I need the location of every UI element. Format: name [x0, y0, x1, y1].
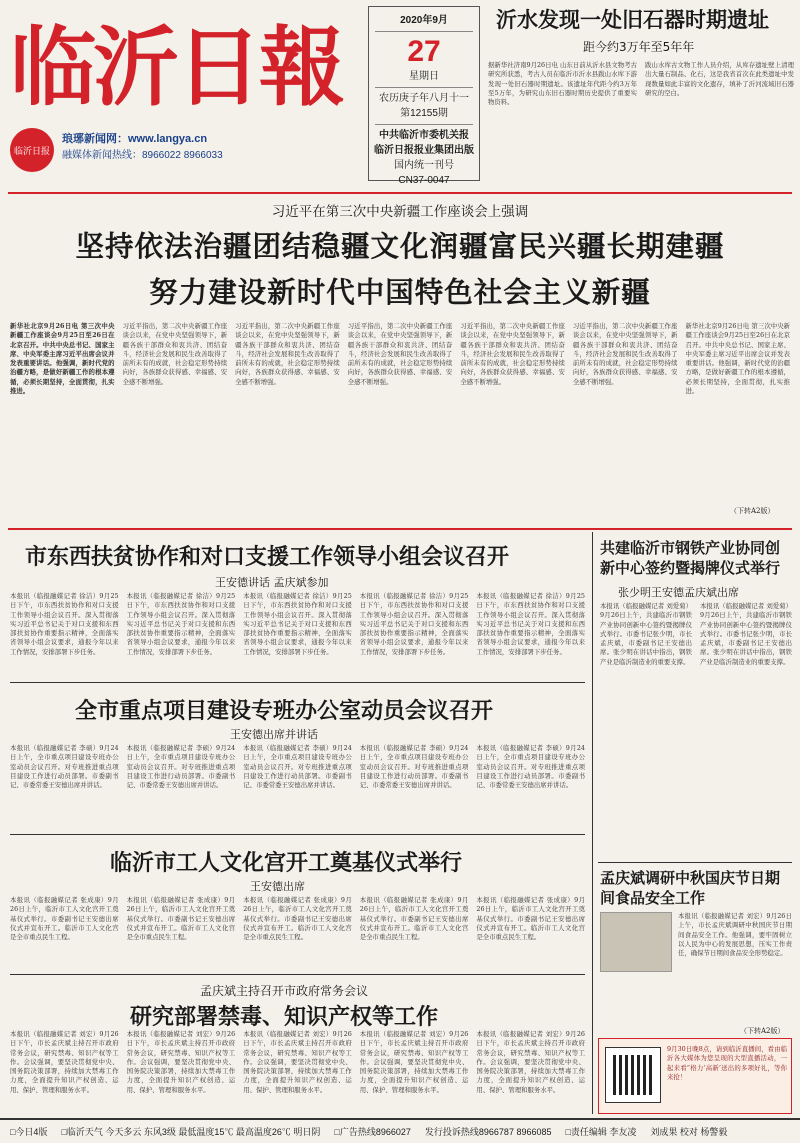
website-link[interactable]: 琅琊新闻网：www.langya.cn [62, 133, 208, 145]
masthead-divider [8, 192, 792, 194]
workers-body [10, 896, 585, 968]
steel-body [600, 602, 792, 854]
workers-col-2: 本报讯（临报融媒记者 张成康）9月26日上午，临沂市工人文化宫开工奠基仪式举行。市委副书记王安德出席仪式并宣布开工。临沂市工人文化宫是全市重点民生工程。 [126, 896, 236, 942]
meeting-body [10, 1030, 585, 1114]
lead-col-3: 习近平指出，第二次中央新疆工作座谈会以来，在党中央坚强领导下，新疆各族干部群众和衷共济、团结奋斗，经济社会发展和民生改善取得了前所未有的成就，社会稳定形势持续向好，各族群众获得感、幸福感、安全感不断增强。 [235, 322, 340, 386]
projects-headline: 全市重点项目建设专班办公室动员会议召开 [75, 699, 494, 724]
poverty-col-1: 本报讯（临报融媒记者 徐洁）9月25日下午，市东西扶贫协作和对口支援工作领导小组会议召开。深入贯彻落实习近平总书记关于对口支援和东西部扶贫协作重要指示精神，全面落实省领导小组会议要求，通报今年以来工作情况，安排部署下步任务。 [10, 592, 119, 656]
divider-2 [10, 834, 585, 835]
poverty-subhead: 王安德讲话 孟庆斌参加 [215, 576, 329, 589]
divider-3 [10, 974, 585, 975]
lead-col-6: 习近平指出，第二次中央新疆工作座谈会以来，在党中央坚强领导下，新疆各族干部群众和衷共济、团结奋斗，经济社会发展和民生改善取得了前所未有的成就，社会稳定形势持续向好，各族群众获得感、幸福感、安全感不断增强。 [572, 322, 678, 386]
lead-lede: 新华社北京9月26日电 第三次中央新疆工作座谈会9月25日至26日在北京召开。中共中央总书记、国家主席、中央军委主席习近平出席会议并发表重要讲话。他强调，新时代党的治疆方略，是做好新疆工作的根本遵循，必须长期坚持，全面贯彻，扎实推进。 [10, 322, 115, 396]
projects-col-2: 本报讯（临报融媒记者 李硕）9月24日上午，全市重点项目建设专班办公室动员会议召开。对专班推进重点项目建设工作进行动员部署。市委副书记、市委常委王安德出席并讲话。 [126, 744, 236, 790]
poverty-col-4: 本报讯（临报融媒记者 徐洁）9月25日下午，市东西扶贫协作和对口支援工作领导小组会议召开。深入贯彻落实习近平总书记关于对口支援和东西部扶贫协作重要指示精神，全面落实省领导小组会议要求，通报今年以来工作情况，安排部署下步任务。 [359, 592, 469, 656]
ear-story [488, 4, 794, 184]
ear-subtitle: 距今约3万年至5年年 [583, 40, 695, 54]
lead-col-7: 新华社北京9月26日电 第三次中央新疆工作座谈会9月25日至26日在北京召开。中共中央总书记、国家主席、中央军委主席习近平出席会议并发表重要讲话。他强调，新时代党的治疆方略，是做好新疆工作的根本遵循，必须长期坚持，全面贯彻，扎实推进。 [685, 322, 791, 396]
footer-bar [0, 1118, 800, 1143]
lead-kicker: 习近平在第三次中央新疆工作座谈会上强调 [271, 204, 529, 220]
footer-complaint-hotline: 发行投诉热线8966787 8966085 [424, 1127, 552, 1137]
lunar-date: 农历庚子年八月十一 [379, 93, 469, 104]
serial-code-label: 国内统一刊号 [394, 160, 454, 171]
steel-col-1: 本报讯（临报融媒记者 刘爱菊）9月26日上午，共建临沂市钢铁产业协同创新中心签约暨揭牌仪式举行。市委书记张少明，市长孟庆斌，市委副书记王安德出席。张少明在讲话中指出，钢铁产业是临沂制造业的重要支撑。 [600, 602, 692, 666]
lead-divider [8, 528, 792, 530]
steel-subhead: 张少明王安德孟庆斌出席 [618, 586, 739, 599]
meeting-col-3: 本报讯（临报融媒记者 刘宏）9月26日下午，市长孟庆斌主持召开市政府常务会议，研究禁毒、知识产权等工作。会议强调，要坚决贯彻党中央、国务院决策部署，持续加大禁毒工作力度，全面提升知识产权创造、运用、保护、管理和服务水平。 [243, 1030, 352, 1094]
poverty-col-3: 本报讯（临报融媒记者 徐洁）9月25日下午，市东西扶贫协作和对口支援工作领导小组会议召开。深入贯彻落实习近平总书记关于对口支援和东西部扶贫协作重要指示精神，全面落实省领导小组会议要求，通报今年以来工作情况，安排部署下步任务。 [243, 592, 352, 656]
divider-1 [10, 682, 585, 683]
meeting-kicker: 孟庆斌主持召开市政府常务会议 [200, 984, 369, 998]
lead-body [10, 322, 790, 524]
festival-headline: 孟庆斌调研中秋国庆节日期间食品安全工作 [600, 869, 781, 907]
projects-body [10, 744, 585, 824]
footer-weather: □临沂天气 今天多云 东风3级 最低温度15℃ 最高温度26℃ 明日阴 [61, 1127, 321, 1137]
workers-col-1: 本报讯（临报融媒记者 张成康）9月26日上午，临沂市工人文化宫开工奠基仪式举行。市委副书记王安德出席仪式并宣布开工。临沂市工人文化宫是全市重点民生工程。 [10, 896, 119, 942]
publisher-group: 临沂日报报业集团出版 [374, 145, 474, 156]
steel-col-2: 本报讯（临报融媒记者 刘爱菊）9月26日上午，共建临沂市钢铁产业协同创新中心签约暨揭牌仪式举行。市委书记张少明，市长孟庆斌，市委副书记王安德出席。张少明在讲话中指出，钢铁产业是临沂制造业的重要支撑。 [700, 602, 792, 666]
masthead-title: 临沂日報 [10, 17, 342, 118]
workers-col-4: 本报讯（临报融媒记者 张成康）9月26日上午，临沂市工人文化宫开工奠基仪式举行。市委副书记王安德出席仪式并宣布开工。临沂市工人文化宫是全市重点民生工程。 [359, 896, 469, 942]
workers-col-3: 本报讯（临报融媒记者 张成康）9月26日上午，临沂市工人文化宫开工奠基仪式举行。市委副书记王安德出席仪式并宣布开工。临沂市工人文化宫是全市重点民生工程。 [243, 896, 352, 942]
footer-proofreader: 刘成果 校对 杨警毅 [650, 1127, 728, 1137]
publisher: 中共临沂市委机关报 [379, 130, 469, 141]
date-month: 2020年9月 [400, 15, 448, 26]
lead-headline-1: 坚持依法治疆团结稳疆文化润疆富民兴疆长期建疆 [75, 230, 725, 263]
qr-code[interactable] [605, 1047, 661, 1103]
meeting-col-2: 本报讯（临报融媒记者 刘宏）9月26日下午，市长孟庆斌主持召开市政府常务会议，研究禁毒、知识产权等工作。会议强调，要坚决贯彻党中央、国务院决策部署，持续加大禁毒工作力度，全面提升知识产权创造、运用、保护、管理和服务水平。 [126, 1030, 236, 1094]
workers-col-5: 本报讯（临报融媒记者 张成康）9月26日上午，临沂市工人文化宫开工奠基仪式举行。市委副书记王安德出席仪式并宣布开工。临沂市工人文化宫是全市重点民生工程。 [476, 896, 585, 942]
ear-title: 沂水发现一处旧石器时期遗址 [496, 8, 769, 32]
poverty-body [10, 592, 585, 672]
lead-headline-2: 努力建设新时代中国特色社会主义新疆 [149, 276, 651, 309]
promo-box[interactable] [598, 1038, 792, 1114]
lead-col-2: 习近平指出，第二次中央新疆工作座谈会以来，在党中央坚强领导下，新疆各族干部群众和衷共济、团结奋斗，经济社会发展和民生改善取得了前所未有的成就，社会稳定形势持续向好，各族群众获得感、幸福感、安全感不断增强。 [122, 322, 228, 386]
projects-col-1: 本报讯（临报融媒记者 李硕）9月24日上午，全市重点项目建设专班办公室动员会议召开。对专班推进重点项目建设工作进行动员部署。市委副书记、市委常委王安德出席并讲话。 [10, 744, 119, 790]
workers-headline: 临沂市工人文化宫开工奠基仪式举行 [110, 851, 463, 876]
news-hotline: 融媒体新闻热线：8966022 8966033 [62, 150, 223, 161]
promo-text: 9月30日晚8点，请到临沂直播间，看由临沂各大媒体为您呈现的大型直播活动，一起来看“格力‘高新’送出的多项好礼，等你来抢！ [667, 1045, 787, 1081]
newspaper-seal: 临沂日报 [10, 128, 54, 172]
ear-body-1: 据新华社济南9月26日电 山东日前从沂水县文物考古研究所获悉，考古人员在临沂市沂水县跋山水库下游发现一处旧石器时期遗址。该遗址年代距今约3万年至5万年，为研究山东旧石器时期历史提供了重要实物资料。 [488, 61, 637, 107]
projects-col-5: 本报讯（临报融媒记者 李硕）9月24日上午，全市重点项目建设专班办公室动员会议召开。对专班推进重点项目建设工作进行动员部署。市委副书记、市委常委王安德出席并讲话。 [476, 744, 585, 790]
meeting-col-5: 本报讯（临报融媒记者 刘宏）9月26日下午，市长孟庆斌主持召开市政府常务会议，研究禁毒、知识产权等工作。会议强调，要坚决贯彻党中央、国务院决策部署，持续加大禁毒工作力度，全面提升知识产权创造、运用、保护、管理和服务水平。 [476, 1030, 585, 1094]
meeting-headline: 研究部署禁毒、知识产权等工作 [130, 1005, 439, 1030]
footer-editor: □责任编辑 李友凌 [565, 1127, 637, 1137]
festival-body: 本报讯（临报融媒记者 刘宏）9月26日上午，市长孟庆斌调研中秋国庆节日期间食品安全工作。他强调，要牢固树立以人民为中心的发展思想，压实工作责任，确保节日期间食品安全形势稳定。 [678, 912, 792, 958]
festival-continued: （下转A2版） [740, 1027, 785, 1035]
projects-subhead: 王安德出席并讲话 [230, 728, 318, 741]
poverty-col-2: 本报讯（临报融媒记者 徐洁）9月25日下午，市东西扶贫协作和对口支援工作领导小组会议召开。深入贯彻落实习近平总书记关于对口支援和东西部扶贫协作重要指示精神，全面落实省领导小组会议要求，通报今年以来工作情况，安排部署下步任务。 [126, 592, 236, 656]
footer-pages: □今日4版 [10, 1127, 48, 1137]
projects-col-4: 本报讯（临报融媒记者 李硕）9月24日上午，全市重点项目建设专班办公室动员会议召开。对专班推进重点项目建设工作进行动员部署。市委副书记、市委常委王安德出席并讲话。 [359, 744, 469, 790]
lead-continued: （下转A2版） [730, 507, 775, 515]
qr-pattern [613, 1055, 653, 1095]
meeting-col-1: 本报讯（临报融媒记者 刘宏）9月26日下午，市长孟庆斌主持召开市政府常务会议，研究禁毒、知识产权等工作。会议强调，要坚决贯彻党中央、国务院决策部署，持续加大禁毒工作力度，全面提升知识产权创造、运用、保护、管理和服务水平。 [10, 1030, 119, 1094]
steel-headline: 共建临沂市钢铁产业协同创新中心签约暨揭牌仪式举行 [600, 539, 781, 577]
lead-col-4: 习近平指出，第二次中央新疆工作座谈会以来，在党中央坚强领导下，新疆各族干部群众和衷共济、团结奋斗，经济社会发展和民生改善取得了前所未有的成就，社会稳定形势持续向好，各族群众获得感、幸福感、安全感不断增强。 [347, 322, 453, 386]
date-day: 27 [407, 35, 441, 68]
poverty-col-5: 本报讯（临报融媒记者 徐洁）9月25日下午，市东西扶贫协作和对口支援工作领导小组会议召开。深入贯彻落实习近平总书记关于对口支援和东西部扶贫协作重要指示精神，全面落实省领导小组会议要求，通报今年以来工作情况，安排部署下步任务。 [476, 592, 585, 656]
meeting-col-4: 本报讯（临报融媒记者 刘宏）9月26日下午，市长孟庆斌主持召开市政府常务会议，研究禁毒、知识产权等工作。会议强调，要坚决贯彻党中央、国务院决策部署，持续加大禁毒工作力度，全面提升知识产权创造、运用、保护、管理和服务水平。 [359, 1030, 469, 1094]
workers-subhead: 王安德出席 [250, 880, 305, 893]
projects-col-3: 本报讯（临报融媒记者 李硕）9月24日上午，全市重点项目建设专班办公室动员会议召开。对专班推进重点项目建设工作进行动员部署。市委副书记、市委常委王安德出席并讲话。 [243, 744, 352, 790]
ear-body-2: 跋山水库古文物工作人员介绍，从库存遗址壁上清理出大量石制品、化石，这是我省首次在此类遗址中发现数量如此丰富的文化遗存，填补了沂河流域旧石器研究的空白。 [645, 61, 794, 97]
date-box [368, 6, 480, 186]
divider-4 [598, 862, 792, 863]
festival-photo [600, 912, 672, 972]
footer-ad-hotline: □广告热线8966027 [334, 1127, 411, 1137]
serial-code: CN37-0047 [398, 175, 450, 186]
poverty-headline: 市东西扶贫协作和对口支援工作领导小组会议召开 [25, 545, 510, 570]
column-rule [592, 532, 593, 1114]
lead-col-5: 习近平指出，第二次中央新疆工作座谈会以来，在党中央坚强领导下，新疆各族干部群众和衷共济、团结奋斗，经济社会发展和民生改善取得了前所未有的成就，社会稳定形势持续向好，各族群众获得感、幸福感、安全感不断增强。 [460, 322, 565, 386]
weekday: 星期日 [409, 71, 439, 82]
issue-number: 第12155期 [400, 108, 448, 119]
